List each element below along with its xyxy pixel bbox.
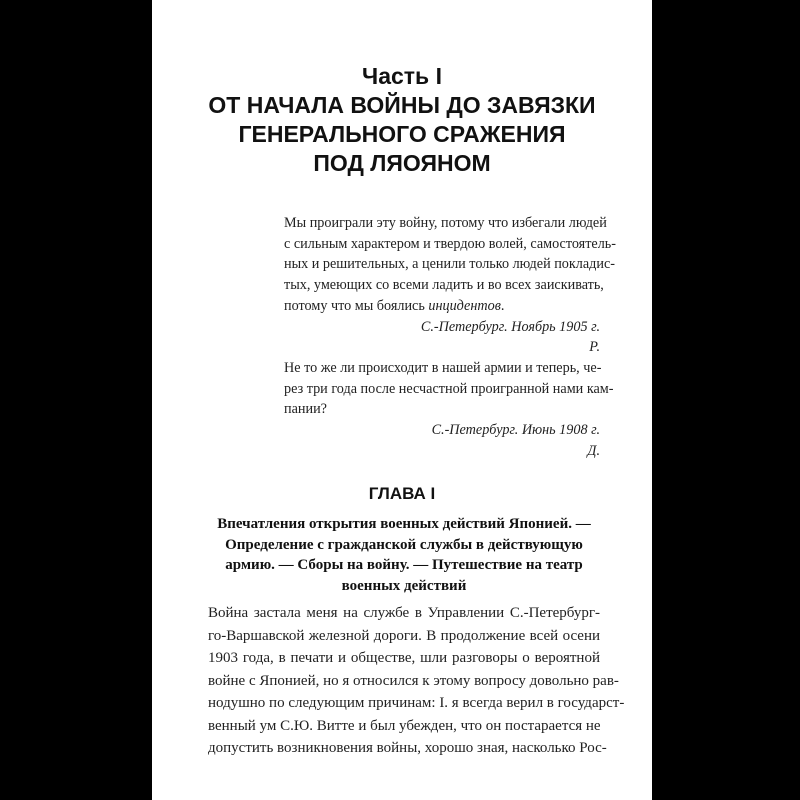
- epigraph-initial: Р.: [589, 339, 600, 356]
- body-line: допустить возникновения войны, хорошо зная, насколько Рос-: [208, 740, 607, 756]
- epigraph-place-date: С.-Петербург. Июнь 1908 г.: [431, 422, 600, 439]
- body-line: нодушно по следующим причинам: I. я всегда верил в государст-: [208, 695, 625, 711]
- epigraph-initial: Д.: [587, 442, 600, 459]
- body-line: венный ум С.Ю. Витте и был убежден, что он постарается не: [208, 717, 601, 734]
- body-paragraph: [208, 602, 625, 760]
- epigraph-line: Не то же ли происходит в нашей армии и теперь, че-: [284, 360, 602, 376]
- emphasis-word: инцидентов: [428, 297, 501, 314]
- epigraph-1: [284, 213, 616, 358]
- body-line: войне с Японией, но я относился к этому вопросу довольно рав-: [208, 672, 619, 689]
- epigraph-line: с сильным характером и твердою волей, самостоятель-: [284, 235, 616, 252]
- part-title-line-3: ПОД ЛЯОЯНОМ: [313, 150, 491, 176]
- epigraph-line: тых, умеющих со всеми ладить и во всех заискивать,: [284, 277, 604, 294]
- part-heading: [152, 62, 652, 178]
- epigraph-line: потому что мы боялись инцидентов.: [284, 297, 505, 314]
- epigraph-line: рез три года после несчастной проигранной нами кам-: [284, 380, 614, 397]
- chapter-summary-line: Впечатления открытия военных действий Японией. —: [217, 516, 591, 532]
- body-line: Война застала меня на службе в Управлении С.-Петербург-: [208, 605, 600, 621]
- epigraph-line: Мы проиграли эту войну, потому что избегали людей: [284, 215, 607, 231]
- part-label: Часть I: [362, 63, 442, 89]
- epigraph-2: [284, 358, 614, 462]
- epigraph-line: пании?: [284, 401, 327, 418]
- epigraph-place-date: С.-Петербург. Ноябрь 1905 г.: [420, 318, 600, 335]
- chapter-summary-line: армию. — Сборы на войну. — Путешествие на театр: [225, 557, 583, 574]
- part-title-line-1: ОТ НАЧАЛА ВОЙНЫ ДО ЗАВЯЗКИ: [208, 92, 596, 118]
- book-page: [152, 0, 652, 800]
- body-line: го-Варшавской железной дороги. В продолжение всей осени: [208, 627, 600, 644]
- epigraph-line: ных и решительных, а ценили только людей покладис-: [284, 256, 615, 273]
- chapter-summary-line: Определение с гражданской службы в действующую: [225, 536, 583, 553]
- chapter-label: ГЛАВА I: [368, 484, 436, 503]
- body-line: 1903 года, в печати и обществе, шли разговоры о вероятной: [208, 650, 600, 666]
- part-title-line-2: ГЕНЕРАЛЬНОГО СРАЖЕНИЯ: [238, 121, 566, 147]
- chapter-summary-line: военных действий: [341, 577, 467, 594]
- chapter-summary: [208, 514, 600, 596]
